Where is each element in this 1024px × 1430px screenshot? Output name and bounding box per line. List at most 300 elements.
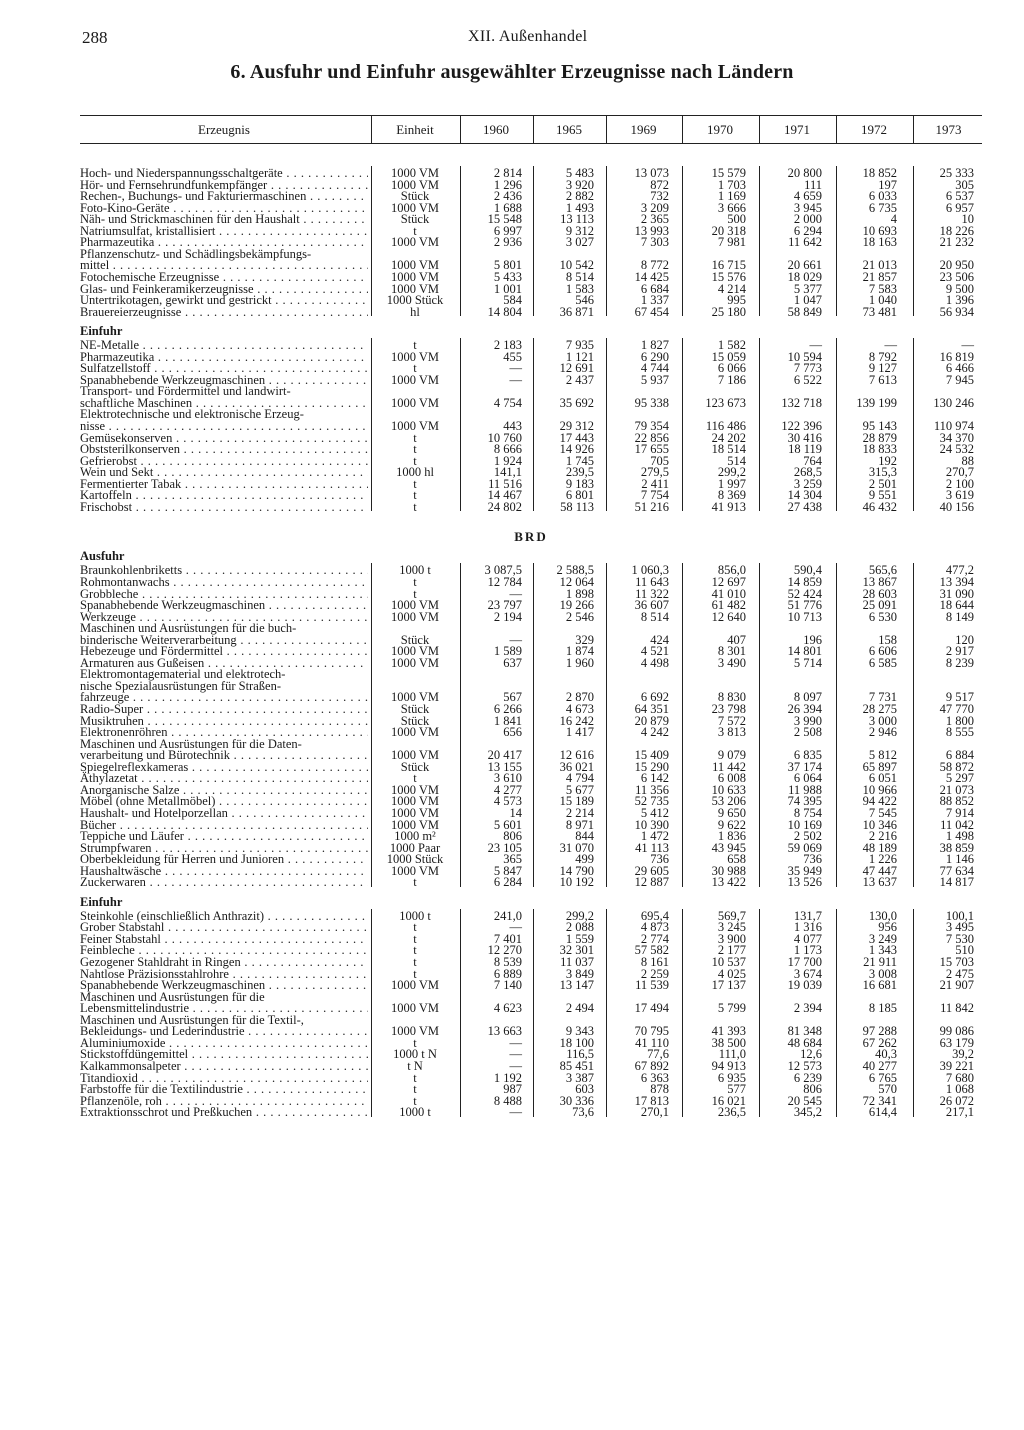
row-unit: t (413, 574, 417, 589)
row-label: nische Spezialausrüstungen für Straßen- (80, 678, 281, 693)
row-value: 6 835 (793, 748, 822, 763)
row-value: 299,2 (565, 908, 594, 923)
row-value: 11 842 (940, 1001, 974, 1016)
row-label: Spanabhebende Werkzeugmaschinen . . . (80, 598, 368, 612)
row-value: 132 718 (781, 395, 822, 410)
row-value: 41 393 (711, 1024, 746, 1039)
row-value: 3 245 (717, 920, 746, 935)
row-value: 2 946 (868, 725, 897, 740)
row-value: 20 950 (939, 258, 974, 273)
row-value: 46 432 (862, 499, 897, 514)
row-value: 13 637 (862, 875, 897, 890)
row-value: 13 073 (634, 166, 669, 180)
column-header-year: 1969 (630, 122, 657, 137)
row-value: 97 288 (862, 1024, 897, 1039)
row-unit: 1000 VM (390, 166, 440, 180)
row-value: 987 (503, 1082, 522, 1097)
row-value: 10 633 (711, 782, 746, 797)
row-value: 38 500 (711, 1035, 746, 1050)
row-value: 39,2 (952, 1047, 974, 1062)
row-value: 41 113 (635, 840, 669, 855)
column-separator (913, 909, 914, 1117)
row-label: Möbel (ohne Metallmöbel) . . . (80, 794, 368, 808)
row-value: 5 412 (640, 805, 669, 820)
row-value: 13 526 (787, 875, 822, 890)
row-value: 7 680 (945, 1070, 974, 1085)
row-label: Transport- und Fördermittel und landwirt- (80, 384, 291, 399)
data-table-body (80, 166, 982, 1346)
row-unit: 1000 VM (390, 655, 440, 670)
row-value: 10 (961, 212, 974, 227)
row-value: 100,1 (945, 908, 974, 923)
row-value: 1 582 (717, 338, 746, 353)
row-unit: 1000 VM (390, 782, 440, 797)
row-unit: 1000 VM (390, 258, 440, 273)
table-header (80, 115, 982, 144)
row-value: 6 692 (640, 690, 669, 705)
row-value: 1 472 (640, 829, 669, 844)
row-value: 6 585 (868, 655, 897, 670)
row-value: — (809, 338, 822, 353)
country-heading: BRD (514, 529, 548, 545)
row-value: 85 451 (559, 1058, 594, 1073)
row-value: 51 776 (787, 598, 822, 613)
row-value: 36 607 (634, 598, 669, 613)
row-value: 21 857 (862, 269, 897, 284)
row-value: 57 582 (634, 943, 669, 958)
row-value: 4 242 (640, 725, 669, 740)
column-separator (836, 338, 837, 511)
row-unit: 1000 Paar (389, 840, 441, 855)
running-head: XII. Außenhandel (468, 28, 588, 45)
row-value: 8 514 (640, 609, 669, 624)
row-unit: t (413, 499, 417, 514)
row-value: 8 301 (717, 644, 746, 659)
row-unit: 1000 Stück (386, 293, 444, 308)
row-value: 29 605 (634, 863, 669, 878)
row-value: 6 957 (945, 200, 974, 215)
row-unit: 1000 t N (393, 1047, 437, 1062)
column-separator (533, 338, 534, 511)
row-value: 17 700 (787, 955, 822, 969)
row-value: 6 363 (640, 1070, 669, 1085)
row-value: 116 486 (705, 419, 746, 433)
row-value: 3 490 (717, 655, 746, 670)
row-value: 99 086 (939, 1024, 974, 1039)
row-value: 35 692 (559, 395, 594, 410)
row-value: 514 (727, 453, 746, 468)
row-label: Wein und Sekt . . . (80, 465, 368, 479)
row-value: — (884, 338, 897, 353)
row-value: 9 551 (868, 488, 897, 503)
row-value: 8 369 (717, 488, 746, 503)
row-label: Sulfatzellstoff . . . (80, 361, 368, 375)
row-value: 500 (727, 212, 746, 227)
row-value: 25 333 (939, 166, 974, 180)
row-unit: Stück (400, 702, 430, 716)
column-separator (606, 116, 607, 143)
row-value: 3 666 (717, 200, 746, 215)
row-label: Steinkohle (einschließlich Anthrazit) . . . (80, 909, 368, 923)
column-separator (371, 563, 372, 886)
row-value: 77 634 (939, 863, 974, 878)
row-value: 10 537 (711, 955, 746, 969)
row-label: Äthylazetat . . . (80, 771, 368, 785)
row-label: Maschinen und Ausrüstungen für die buch- (80, 621, 297, 636)
row-unit: 1000 VM (390, 177, 440, 192)
row-value: 11 516 (488, 476, 522, 491)
row-value: 10 966 (862, 782, 897, 797)
row-value: 806 (803, 1082, 822, 1097)
row-value: 4 573 (493, 794, 522, 809)
row-value: 40 277 (862, 1058, 897, 1073)
row-value: 1 121 (565, 349, 594, 364)
row-value: 14 859 (787, 574, 822, 589)
row-label: Gezogener Stahldraht in Ringen . . . (80, 955, 368, 969)
row-value: 6 284 (493, 875, 522, 890)
row-value: 12 616 (559, 748, 594, 763)
row-value: 8 488 (493, 1093, 522, 1108)
row-value: 2 365 (640, 212, 669, 227)
row-value: 1 924 (493, 453, 522, 468)
row-value: 1 047 (793, 293, 822, 308)
row-value: 3 920 (565, 177, 594, 192)
page-number: 288 (82, 28, 108, 47)
row-value: 5 677 (565, 782, 594, 797)
row-unit: t (413, 931, 417, 946)
row-value: 7 773 (793, 361, 822, 376)
column-separator (836, 166, 837, 316)
row-value: 1 337 (640, 293, 669, 308)
row-value: 2 588,5 (556, 563, 594, 578)
row-value: 3 087,5 (484, 563, 522, 578)
row-label: fahrzeuge . . . (80, 690, 368, 704)
row-value: 20 661 (787, 258, 822, 273)
row-value: 10 346 (862, 817, 897, 832)
column-separator (606, 338, 607, 511)
row-value: 23 105 (487, 840, 522, 855)
row-label: Glas- und Feinkeramikerzeugnisse . . . (80, 282, 368, 296)
row-value: 637 (503, 655, 522, 670)
row-unit: Stück (400, 632, 430, 647)
row-value: 111 (804, 177, 822, 192)
section-heading: Einfuhr (80, 324, 123, 339)
row-value: 1 296 (493, 177, 522, 192)
row-label: Hoch- und Niederspannungsschaltgeräte . . . (80, 166, 368, 180)
row-label: mittel . . . (80, 258, 368, 272)
row-value: 5 714 (793, 655, 822, 670)
row-value: 2 870 (565, 690, 594, 705)
row-value: 7 140 (493, 978, 522, 993)
column-separator (759, 116, 760, 143)
row-unit: t (413, 361, 417, 376)
row-value: 2 216 (868, 829, 897, 844)
row-value: 6 239 (793, 1070, 822, 1085)
row-label: Elektromontagematerial und elektrotech- (80, 667, 286, 682)
row-value: 1 192 (493, 1070, 522, 1085)
row-value: 3 849 (565, 966, 594, 981)
row-value: 6 051 (868, 771, 897, 786)
row-value: 8 097 (793, 690, 822, 705)
row-value: 11 442 (712, 759, 746, 774)
row-value: 15 548 (487, 212, 522, 227)
row-value: 407 (727, 632, 746, 647)
row-label: Pflanzenschutz- und Schädlingsbekämpfungs- (80, 246, 312, 261)
row-value: 23 506 (939, 269, 974, 284)
row-unit: t N (407, 1058, 423, 1073)
column-separator (460, 909, 461, 1117)
row-value: 16 819 (939, 349, 974, 364)
row-value: 2 936 (493, 235, 522, 250)
row-value: 16 021 (711, 1093, 746, 1108)
column-separator (682, 909, 683, 1117)
row-unit: t (413, 223, 417, 238)
row-label: Nahtlose Präzisionsstahlrohre . . . (80, 967, 368, 981)
row-label: Kalkammonsalpeter . . . (80, 1059, 368, 1073)
row-value: 47 770 (939, 702, 974, 716)
row-value: 1 417 (565, 725, 594, 740)
row-value: 569,7 (717, 908, 746, 923)
row-value: 141,1 (493, 465, 522, 480)
row-value: 570 (878, 1082, 897, 1097)
row-value: 6 765 (868, 1070, 897, 1085)
row-value: 26 394 (787, 702, 822, 716)
row-value: 546 (575, 293, 594, 308)
row-value: 7 613 (868, 372, 897, 387)
column-separator (460, 116, 461, 143)
row-label: Musiktruhen . . . (80, 714, 368, 728)
row-value: 6 684 (640, 281, 669, 296)
column-header-unit: Einheit (396, 122, 434, 137)
row-value: 8 792 (868, 349, 897, 364)
row-value: 270,1 (640, 1105, 669, 1120)
row-value: 14 804 (487, 304, 522, 319)
row-unit: 1000 VM (390, 281, 440, 296)
row-value: 94 422 (862, 794, 897, 809)
row-unit: 1000 VM (390, 372, 440, 387)
row-value: 732 (650, 189, 669, 204)
row-value: 43 945 (711, 840, 746, 855)
row-value: 4 521 (640, 644, 669, 659)
row-value: 56 934 (939, 304, 974, 319)
row-value: 15 059 (711, 349, 746, 364)
row-value: 872 (650, 177, 669, 192)
row-unit: 1000 VM (390, 349, 440, 364)
row-value: 499 (575, 852, 594, 867)
row-value: 1 745 (565, 453, 594, 468)
row-value: 13 394 (939, 574, 974, 589)
row-value: 67 454 (634, 304, 669, 319)
row-value: 4 498 (640, 655, 669, 670)
column-separator (606, 909, 607, 1117)
row-unit: 1000 VM (390, 817, 440, 832)
row-unit: Stück (400, 189, 430, 204)
row-value: 5 483 (565, 166, 594, 180)
row-value: 6 884 (945, 748, 974, 763)
row-value: 268,5 (793, 465, 822, 480)
row-value: 510 (955, 943, 974, 958)
row-unit: Stück (400, 713, 430, 728)
row-value: 614,4 (868, 1105, 897, 1120)
row-unit: 1000 VM (390, 395, 440, 410)
row-value: 47 447 (862, 863, 897, 878)
row-value: 9 650 (717, 805, 746, 820)
row-label: verarbeitung und Bürotechnik . . . (80, 748, 368, 762)
row-unit: t (413, 430, 417, 445)
row-value: 21 232 (939, 235, 974, 250)
row-value: 15 290 (634, 759, 669, 774)
table-row (80, 875, 982, 889)
row-value: 4 214 (717, 281, 746, 296)
row-value: 8 772 (640, 258, 669, 273)
row-value: — (509, 1058, 522, 1073)
row-label: Werkzeuge . . . (80, 610, 368, 624)
row-unit: t (413, 955, 417, 969)
row-value: 12 270 (487, 943, 522, 958)
column-separator (759, 909, 760, 1117)
row-value: 18 163 (862, 235, 897, 250)
row-value: 12 573 (787, 1058, 822, 1073)
row-value: 7 186 (717, 372, 746, 387)
row-value: 12 887 (634, 875, 669, 890)
row-value: 16 681 (862, 978, 897, 993)
row-value: 13 155 (487, 759, 522, 774)
column-separator (533, 909, 534, 1117)
row-unit: 1000 VM (390, 794, 440, 809)
row-label: Grober Stabstahl . . . (80, 920, 368, 934)
table-row (80, 500, 982, 514)
row-value: 1 169 (717, 189, 746, 204)
column-separator (682, 338, 683, 511)
row-value: 41 010 (711, 586, 746, 601)
row-value: 13 147 (559, 978, 594, 993)
row-label: Gefrierobst . . . (80, 454, 368, 468)
row-unit: t (413, 966, 417, 981)
row-value: 64 351 (634, 702, 669, 716)
row-value: 1 836 (717, 829, 746, 844)
row-value: 1 396 (945, 293, 974, 308)
row-value: 48 189 (862, 840, 897, 855)
row-value: 21 073 (939, 782, 974, 797)
row-unit: t (413, 1082, 417, 1097)
row-value: 28 275 (862, 702, 897, 716)
column-separator (913, 563, 914, 886)
row-label: Aluminiumoxide . . . (80, 1036, 368, 1050)
row-value: 4 277 (493, 782, 522, 797)
row-value: 3 387 (565, 1070, 594, 1085)
row-label: Feinbleche . . . (80, 943, 368, 957)
row-unit: t (413, 442, 417, 457)
row-label: Feiner Stabstahl . . . (80, 932, 368, 946)
row-unit: t (413, 875, 417, 890)
row-value: 11 356 (635, 782, 669, 797)
row-value: 16 242 (559, 713, 594, 728)
column-separator (682, 116, 683, 143)
row-unit: 1000 t (399, 1105, 431, 1120)
row-value: 2 394 (793, 1001, 822, 1016)
row-value: 23 797 (487, 598, 522, 613)
row-value: 74 395 (787, 794, 822, 809)
column-separator (682, 166, 683, 316)
row-value: 1 001 (493, 281, 522, 296)
row-value: 10 713 (787, 609, 822, 624)
column-separator (606, 166, 607, 316)
row-label: Gemüsekonserven . . . (80, 431, 368, 445)
row-value: 1 146 (945, 852, 974, 867)
row-value: 13 422 (711, 875, 746, 890)
row-value: 9 079 (717, 748, 746, 763)
row-value: 6 064 (793, 771, 822, 786)
row-value: 279,5 (640, 465, 669, 480)
row-value: 16 715 (711, 258, 746, 273)
row-value: 2 546 (565, 609, 594, 624)
row-unit: 1000 t (399, 563, 431, 578)
row-value: 5 601 (493, 817, 522, 832)
row-unit: t (413, 338, 417, 353)
row-value: 3 008 (868, 966, 897, 981)
row-value: 878 (650, 1082, 669, 1097)
column-separator (371, 116, 372, 143)
row-value: 17 494 (634, 1001, 669, 1016)
row-value: 4 077 (793, 931, 822, 946)
row-value: 236,5 (717, 1105, 746, 1120)
row-value: 158 (878, 632, 897, 647)
row-value: 20 318 (711, 223, 746, 238)
row-label: Armaturen aus Gußeisen . . . (80, 656, 368, 670)
row-value: 24 202 (711, 430, 746, 445)
row-value: 1 688 (493, 200, 522, 215)
row-value: 305 (955, 177, 974, 192)
row-unit: 1000 VM (390, 725, 440, 740)
row-value: 3 027 (565, 235, 594, 250)
row-value: 329 (575, 632, 594, 647)
row-value: 23 798 (711, 702, 746, 716)
row-label: Untertrikotagen, gewirkt und gestrickt . . . (80, 293, 368, 307)
row-value: 61 482 (711, 598, 746, 613)
row-value: 18 852 (862, 166, 897, 180)
row-label: Anorganische Salze . . . (80, 783, 368, 797)
row-unit: t (413, 586, 417, 601)
row-value: 9 183 (565, 476, 594, 491)
row-value: 88 (961, 453, 974, 468)
page-title: 6. Ausfuhr und Einfuhr ausgewählter Erzeugnisse nach Ländern (230, 61, 794, 83)
row-value: 1 498 (945, 829, 974, 844)
row-value: 5 799 (717, 1001, 746, 1016)
row-value: 736 (650, 852, 669, 867)
row-value: 956 (878, 920, 897, 935)
row-value: 10 192 (559, 875, 594, 890)
column-separator (533, 166, 534, 316)
row-value: 695,4 (640, 908, 669, 923)
row-value: 37 174 (787, 759, 822, 774)
row-value: 8 666 (493, 442, 522, 457)
row-value: 20 545 (787, 1093, 822, 1108)
column-separator (460, 338, 461, 511)
row-label: Pharmazeutika . . . (80, 235, 368, 249)
row-value: 6 537 (945, 189, 974, 204)
row-unit: t (413, 1070, 417, 1085)
row-value: 10 542 (559, 258, 594, 273)
row-unit: 1000 VM (390, 235, 440, 250)
row-value: 4 025 (717, 966, 746, 981)
row-value: 58 849 (787, 304, 822, 319)
row-value: 77,6 (647, 1047, 669, 1062)
row-value: 4 673 (565, 702, 594, 716)
row-value: 2 814 (493, 166, 522, 180)
row-value: 4 873 (640, 920, 669, 935)
row-value: 18 833 (862, 442, 897, 457)
row-value: 65 897 (862, 759, 897, 774)
